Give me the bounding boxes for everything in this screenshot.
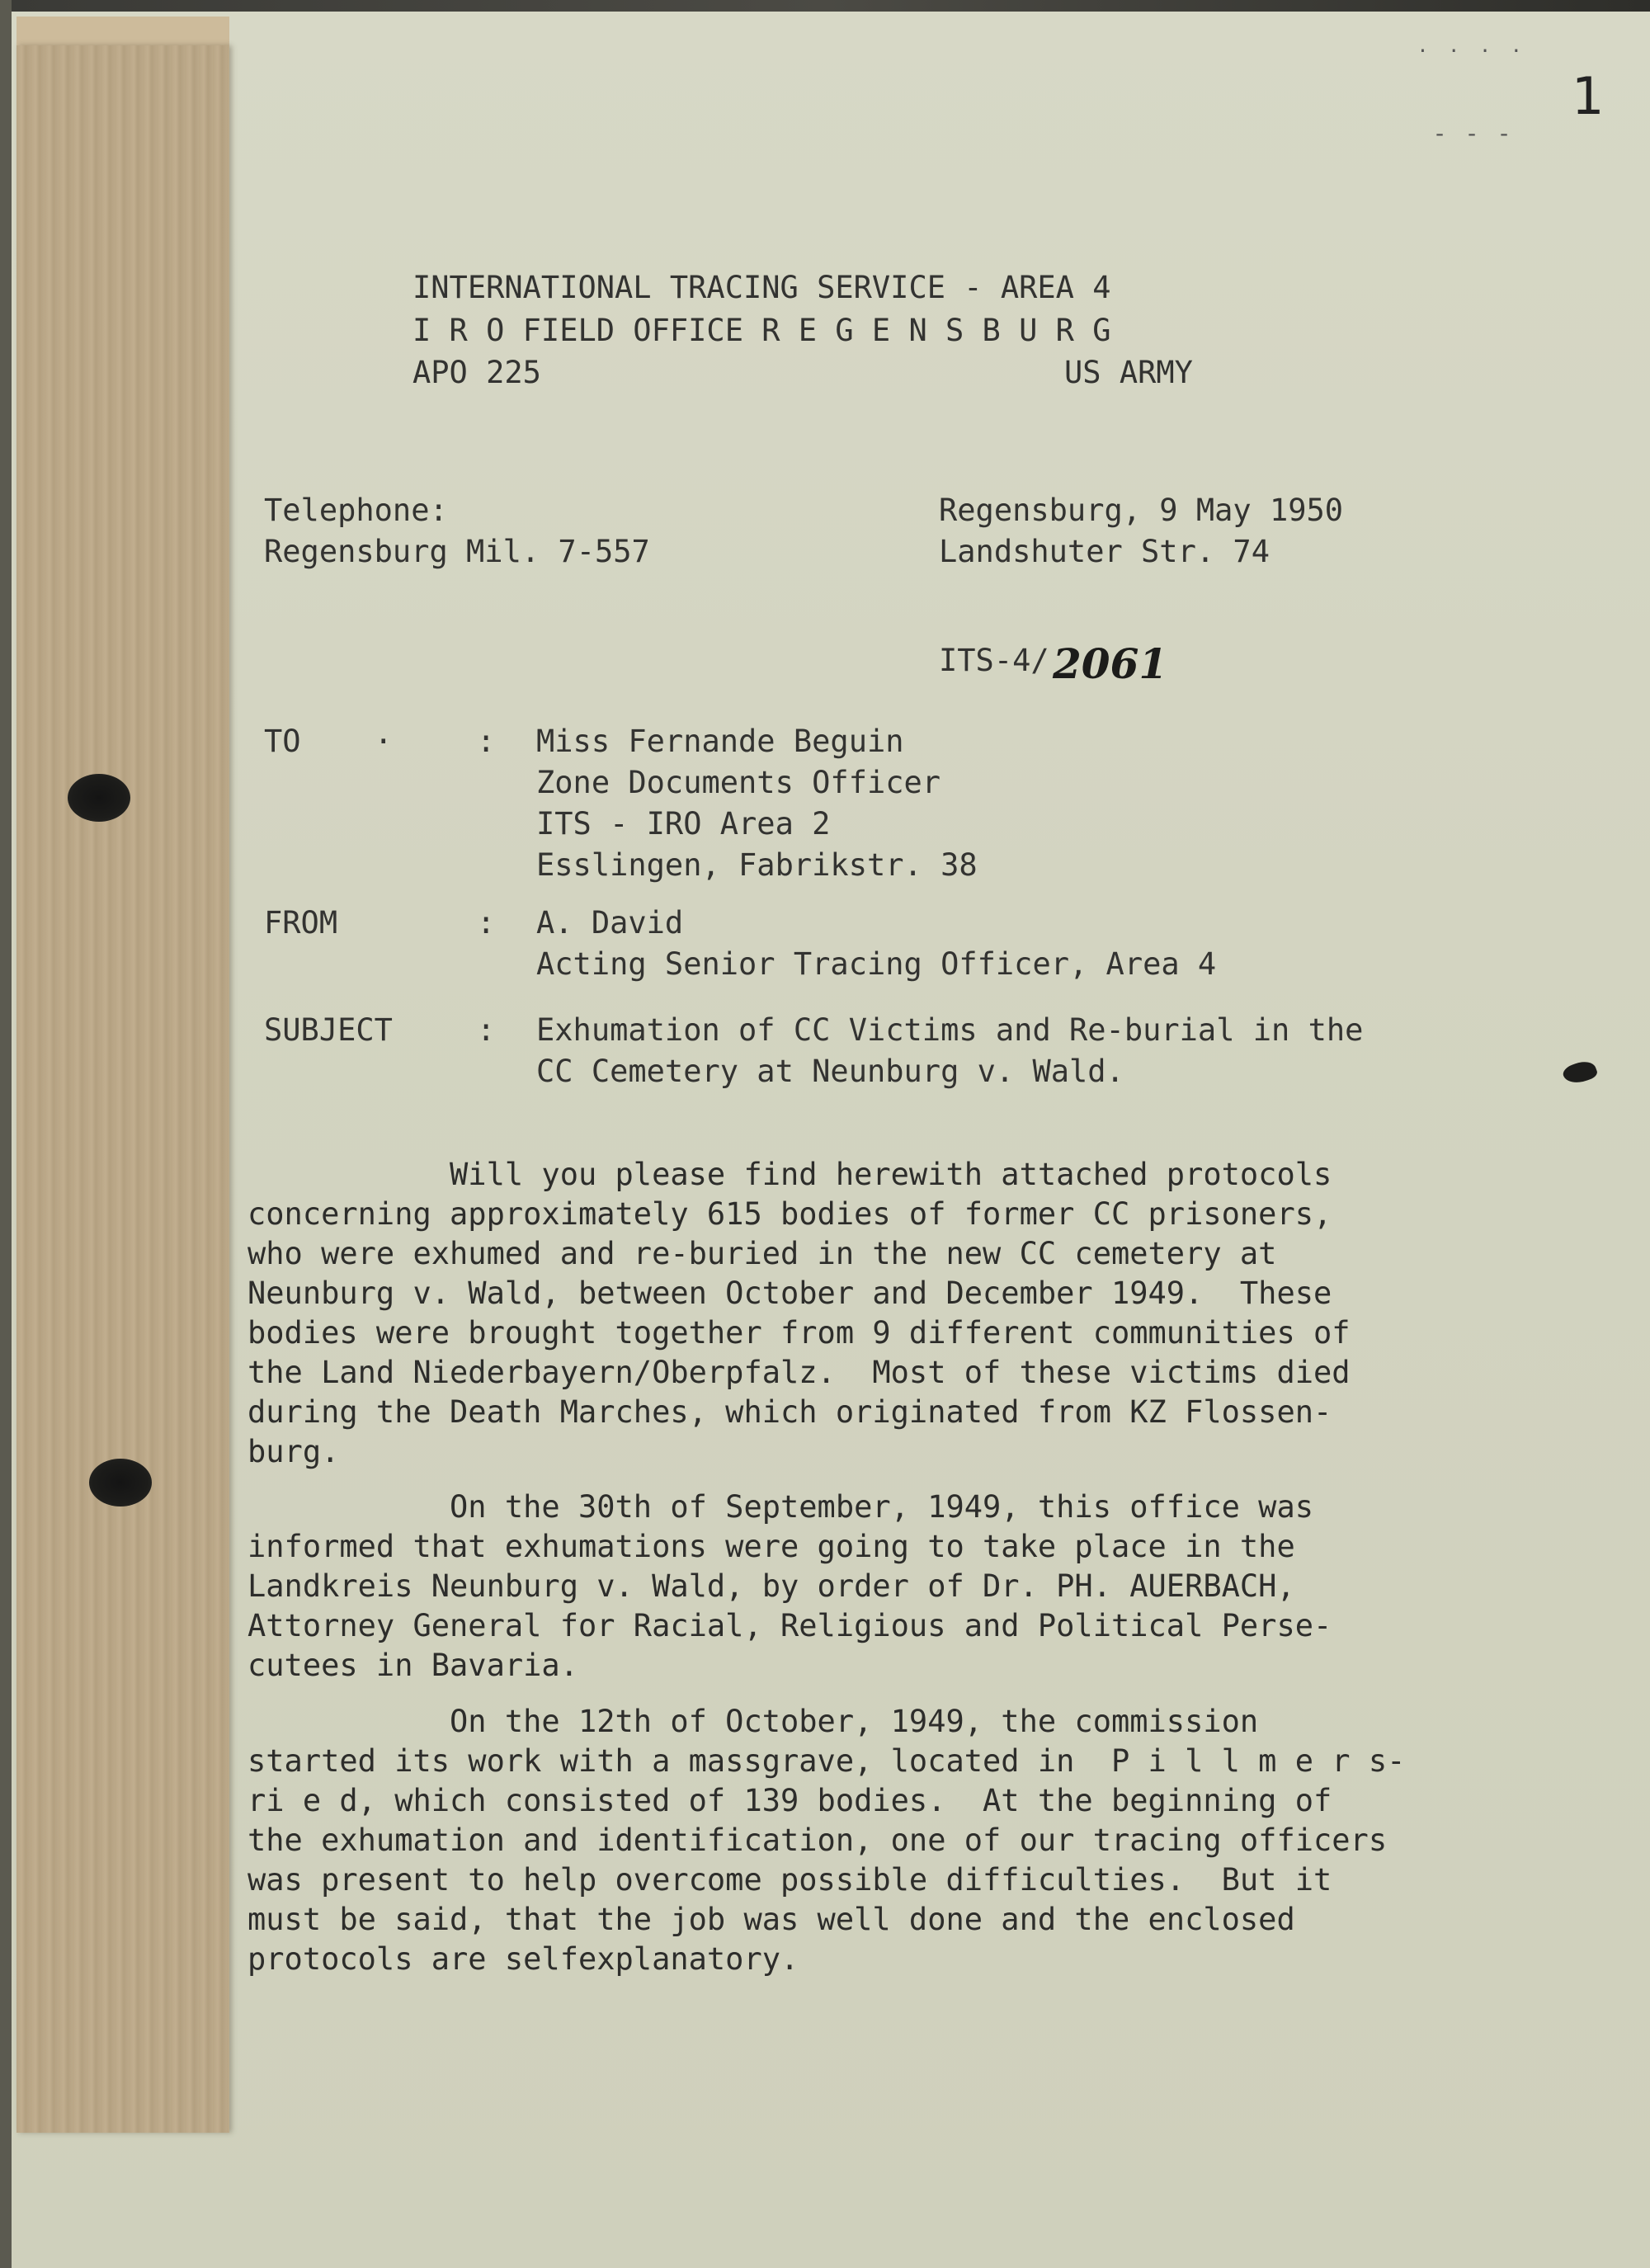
subject-label: SUBJECT — [264, 1012, 393, 1048]
from-label: FROM — [264, 905, 338, 941]
to-line-4: Esslingen, Fabrikstr. 38 — [536, 847, 978, 883]
body-p1-line-1: Will you please find herewith attached protocols — [248, 1157, 1332, 1192]
letterhead-army: US ARMY — [1064, 355, 1193, 390]
telephone-value: Regensburg Mil. 7-557 — [264, 534, 650, 569]
body-p2-line-1: On the 30th of September, 1949, this office was — [248, 1489, 1314, 1525]
corner-marks-bottom: - - - — [1436, 120, 1517, 147]
page-number: 1 — [1572, 66, 1605, 126]
place-date: Regensburg, 9 May 1950 — [939, 493, 1344, 528]
subject-separator: : — [477, 1012, 496, 1048]
reference-prefix: ITS-4/ — [939, 643, 1049, 678]
body-p1-line-6: the Land Niederbayern/Oberpfalz. Most of these victims died — [248, 1355, 1351, 1390]
scan-top-edge — [0, 0, 1650, 12]
from-line-1: A. David — [536, 905, 684, 941]
body-p2-line-3: Landkreis Neunburg v. Wald, by order of Dr. PH. AUERBACH, — [248, 1568, 1295, 1604]
punch-hole-lower — [89, 1459, 152, 1506]
ink-blot — [1561, 1058, 1599, 1087]
reference-handwritten-number: 2061 — [1053, 639, 1168, 688]
letterhead-line-1: INTERNATIONAL TRACING SERVICE - AREA 4 — [412, 270, 1111, 305]
corner-marks-top: · · · · — [1419, 37, 1529, 64]
scan-left-edge — [0, 0, 12, 2268]
body-p3-line-6: must be said, that the job was well done and the enclosed — [248, 1902, 1295, 1937]
body-p3-line-7: protocols are selfexplanatory. — [248, 1941, 799, 1977]
to-separator: : — [477, 724, 496, 759]
letterhead-line-2: I R O FIELD OFFICE R E G E N S B U R G — [412, 313, 1111, 348]
binding-strip — [16, 45, 229, 2133]
body-p3-line-1: On the 12th of October, 1949, the commission — [248, 1704, 1259, 1739]
to-line-3: ITS - IRO Area 2 — [536, 806, 831, 842]
body-p3-line-2: started its work with a massgrave, located in P i l l m e r s- — [248, 1743, 1406, 1779]
to-label: TO · — [264, 724, 393, 759]
body-p1-line-3: who were exhumed and re-buried in the new CC cemetery at — [248, 1236, 1277, 1271]
body-p1-line-2: concerning approximately 615 bodies of former CC prisoners, — [248, 1196, 1332, 1232]
body-p2-line-4: Attorney General for Racial, Religious and Political Perse- — [248, 1608, 1332, 1643]
to-line-1: Miss Fernande Beguin — [536, 724, 904, 759]
punch-hole-upper — [68, 774, 130, 822]
body-p1-line-8: burg. — [248, 1434, 340, 1469]
subject-line-1: Exhumation of CC Victims and Re-burial in the — [536, 1012, 1364, 1048]
body-p1-line-4: Neunburg v. Wald, between October and December 1949. These — [248, 1275, 1332, 1311]
letterhead-apo: APO 225 — [412, 355, 541, 390]
body-p3-line-4: the exhumation and identification, one of our tracing officers — [248, 1822, 1388, 1858]
to-line-2: Zone Documents Officer — [536, 765, 941, 800]
from-separator: : — [477, 905, 496, 941]
body-p2-line-2: informed that exhumations were going to take place in the — [248, 1529, 1295, 1564]
subject-line-2: CC Cemetery at Neunburg v. Wald. — [536, 1054, 1124, 1089]
body-p2-line-5: cutees in Bavaria. — [248, 1648, 578, 1683]
body-p3-line-3: ri e d, which consisted of 139 bodies. At the beginning of — [248, 1783, 1332, 1818]
body-p3-line-5: was present to help overcome possible difficulties. But it — [248, 1862, 1332, 1898]
body-p1-line-5: bodies were brought together from 9 different communities of — [248, 1315, 1351, 1351]
from-line-2: Acting Senior Tracing Officer, Area 4 — [536, 946, 1217, 982]
telephone-label: Telephone: — [264, 493, 448, 528]
address: Landshuter Str. 74 — [939, 534, 1270, 569]
body-p1-line-7: during the Death Marches, which originated from KZ Flossen- — [248, 1394, 1332, 1430]
